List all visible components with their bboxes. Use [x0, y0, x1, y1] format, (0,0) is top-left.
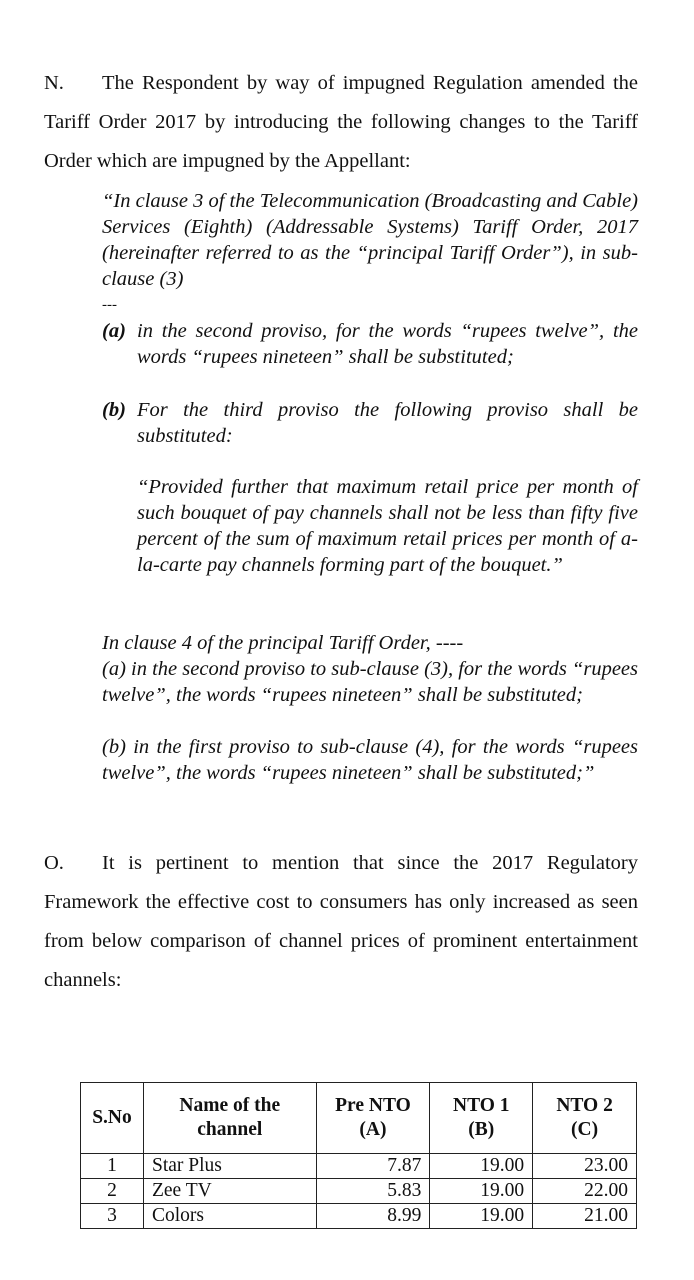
- paragraph-o-line1: It is pertinent to mention that since the 2017 Regulatory: [102, 852, 638, 874]
- cell-nto2: 21.00: [533, 1204, 637, 1229]
- item-a-text: in the second proviso, for the words “rupees twelve”, the words “rupees nineteen” shall be substituted;: [137, 320, 638, 368]
- paragraph-o: [44, 844, 638, 1000]
- cell-nto1: 19.00: [430, 1204, 533, 1229]
- header-nto1: NTO 1 (B): [430, 1083, 533, 1154]
- cell-pre-nto: 5.83: [316, 1179, 430, 1204]
- table-row: [81, 1204, 637, 1229]
- cell-channel-name: Colors: [143, 1204, 316, 1229]
- header-nto2: NTO 2 (C): [533, 1083, 637, 1154]
- cell-nto2: 23.00: [533, 1154, 637, 1179]
- item-a-label: (a): [102, 320, 126, 342]
- paragraph-n-label: N.: [44, 72, 64, 94]
- item-b-label: (b): [102, 399, 126, 421]
- header-sno: S.No: [81, 1083, 144, 1154]
- quote-intro: “In clause 3 of the Telecommunication (Broadcasting and Cable) Services (Eighth) (Addressable Systems) Tariff Order, 2017 (hereinafter referred to as the “principal Tariff Order”), in sub-clause (3): [102, 190, 638, 290]
- clause4-item-b: (b) in the first proviso to sub-clause (4), for the words “rupees twelve”, the words “rupees nineteen” shall be substituted;”: [102, 736, 638, 784]
- quote-dashes: ---: [102, 297, 117, 313]
- clause4-item-a: (a) in the second proviso to sub-clause (3), for the words “rupees twelve”, the words “rupees nineteen” shall be substituted;: [102, 658, 638, 706]
- paragraph-o-label: O.: [44, 852, 64, 874]
- cell-pre-nto: 7.87: [316, 1154, 430, 1179]
- cell-nto2: 22.00: [533, 1179, 637, 1204]
- table-row: [81, 1154, 637, 1179]
- clause4-heading: In clause 4 of the principal Tariff Order, ----: [102, 632, 464, 654]
- cell-sno: 1: [81, 1154, 144, 1179]
- table-row: [81, 1179, 637, 1204]
- channel-price-table: [80, 1082, 637, 1229]
- header-pre-nto: Pre NTO (A): [316, 1083, 430, 1154]
- paragraph-o-text: Framework the effective cost to consumers has only increased as seen from below comparison of channel prices of prominent entertainment channels:: [44, 891, 638, 991]
- paragraph-n-text: the Tariff Order 2017 by introducing the following changes to the Tariff Order which are impugned by the Appellant:: [44, 72, 638, 172]
- cell-sno: 2: [81, 1179, 144, 1204]
- paragraph-n-line1: The Respondent by way of impugned Regulation amended: [102, 72, 605, 94]
- table-header-row: [81, 1083, 637, 1154]
- cell-sno: 3: [81, 1204, 144, 1229]
- cell-nto1: 19.00: [430, 1179, 533, 1204]
- paragraph-n: [44, 64, 638, 181]
- cell-nto1: 19.00: [430, 1154, 533, 1179]
- item-b-text: For the third proviso the following proviso shall be substituted:: [137, 399, 638, 447]
- header-channel-name: Name of the channel: [143, 1083, 316, 1154]
- proviso-quote: “Provided further that maximum retail price per month of such bouquet of pay channels shall not be less than fifty five percent of the sum of maximum retail prices per month of a-la-carte pay channels forming part of the bouquet.”: [137, 476, 638, 576]
- cell-channel-name: Zee TV: [143, 1179, 316, 1204]
- cell-pre-nto: 8.99: [316, 1204, 430, 1229]
- cell-channel-name: Star Plus: [143, 1154, 316, 1179]
